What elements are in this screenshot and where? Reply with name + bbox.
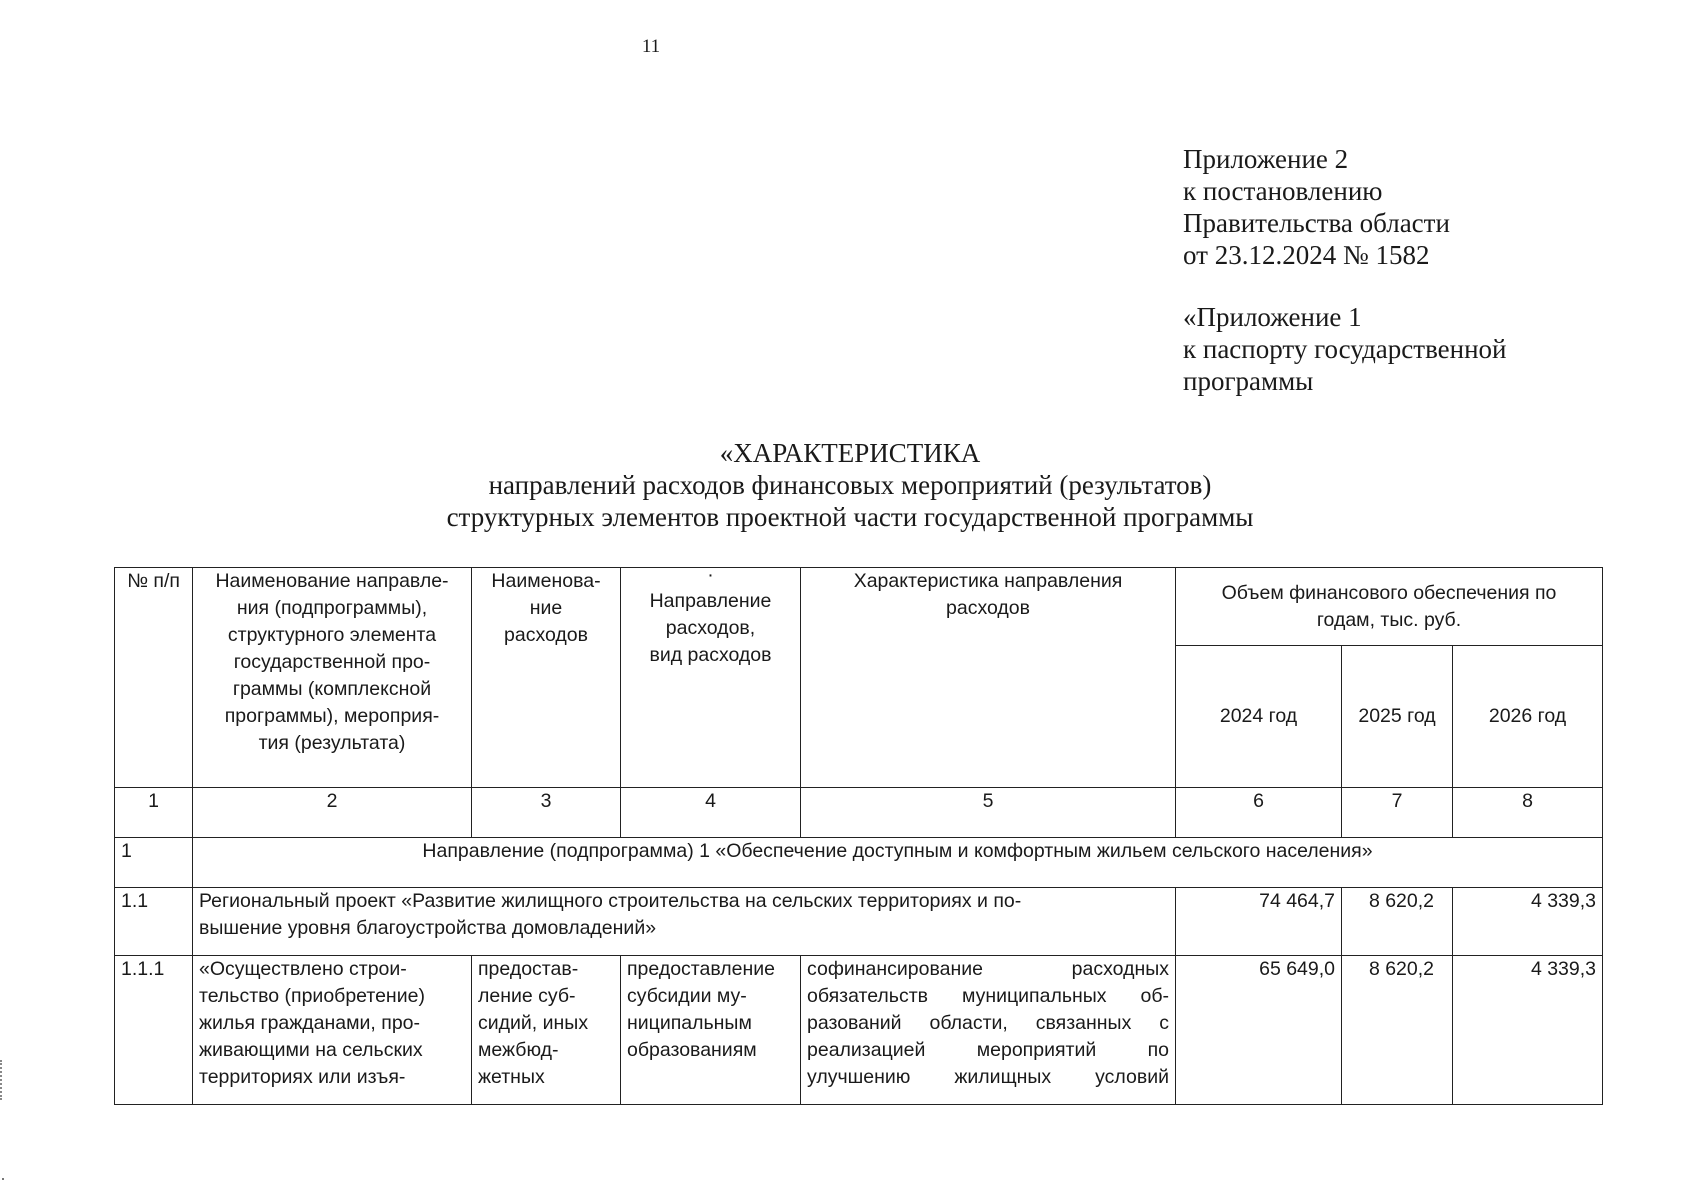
value-2026: 4 339,3 — [1453, 956, 1603, 1105]
header-year-2026: 2026 год — [1453, 646, 1603, 788]
column-number: 4 — [621, 788, 801, 838]
direction-title: Направление (подпрограмма) 1 «Обеспечение доступным и комфортным жильем сельского населения» — [193, 838, 1603, 888]
scan-edge-marks — [0, 1060, 5, 1100]
table-row — [115, 888, 1603, 956]
scan-dot-mark: · — [707, 567, 714, 586]
header-expense-name: Наименова- ние расходов — [472, 568, 621, 788]
appendix-line: от 23.12.2024 № 1582 — [1183, 240, 1430, 270]
page-number: 11 — [641, 36, 661, 57]
column-number: 2 — [193, 788, 472, 838]
project-name: Региональный проект «Развитие жилищного строительства на сельских территориях и по- вышение уровня благоустройства домовладений» — [193, 888, 1176, 956]
expenses-table — [114, 567, 1603, 1105]
appendix-line: Правительства области — [1183, 208, 1450, 238]
expense-characteristic: софинансирование расходных обязательств муниципальных об- разований области, связанных с реализацией мероприятий по улучшению жилищных условий — [801, 956, 1176, 1105]
value-2024: 65 649,0 — [1176, 956, 1342, 1105]
header-financing: Объем финансового обеспечения по годам, тыс. руб. — [1176, 568, 1603, 646]
title-line: направлений расходов финансовых мероприятий (результатов) — [488, 470, 1212, 500]
scan-dot — [2, 1178, 4, 1180]
row-number: 1.1 — [115, 888, 193, 956]
appendix-line: «Приложение 1 — [1183, 302, 1362, 332]
column-numbers-row — [115, 788, 1603, 838]
table-row — [115, 956, 1603, 1105]
header-name: Наименование направле- ния (подпрограммы), структурного элемента государственной про- граммы (комплексной программы), мероприя- тия (результата) — [193, 568, 472, 788]
appendix-line: программы — [1183, 366, 1314, 396]
expense-name: предостав- ление суб- сидий, иных межбюд- жетных — [472, 956, 621, 1105]
result-name: «Осуществлено строи- тельство (приобретение) жилья гражданами, про- живающими на сельских территориях или изъя- — [193, 956, 472, 1105]
appendix-line: к постановлению — [1183, 176, 1383, 206]
header-row — [115, 568, 1603, 646]
value-2025: 8 620,2 — [1342, 956, 1453, 1105]
column-number: 6 — [1176, 788, 1342, 838]
title-line: структурных элементов проектной части государственной программы — [446, 502, 1254, 532]
column-number: 7 — [1342, 788, 1453, 838]
value-2024: 74 464,7 — [1176, 888, 1342, 956]
header-number: № п/п — [115, 568, 193, 788]
title-line: «ХАРАКТЕРИСТИКА — [719, 438, 981, 468]
column-number: 5 — [801, 788, 1176, 838]
row-number: 1.1.1 — [115, 956, 193, 1105]
header-year-2024: 2024 год — [1176, 646, 1342, 788]
value-2025: 8 620,2 — [1342, 888, 1453, 956]
header-characteristic: Характеристика направления расходов — [801, 568, 1176, 788]
header-expense-direction: · Направление расходов, вид расходов — [621, 568, 801, 788]
header-year-2025: 2025 год — [1342, 646, 1453, 788]
appendix-line: к паспорту государственной — [1183, 334, 1507, 364]
row-number: 1 — [115, 838, 193, 888]
direction-row — [115, 838, 1603, 888]
column-number: 1 — [115, 788, 193, 838]
expense-direction: предоставление субсидии му- ниципальным образованиям — [621, 956, 801, 1105]
appendix-line: Приложение 2 — [1183, 144, 1349, 174]
value-2026: 4 339,3 — [1453, 888, 1603, 956]
column-number: 8 — [1453, 788, 1603, 838]
appendix-block — [1183, 143, 1507, 397]
column-number: 3 — [472, 788, 621, 838]
document-title — [100, 437, 1600, 533]
